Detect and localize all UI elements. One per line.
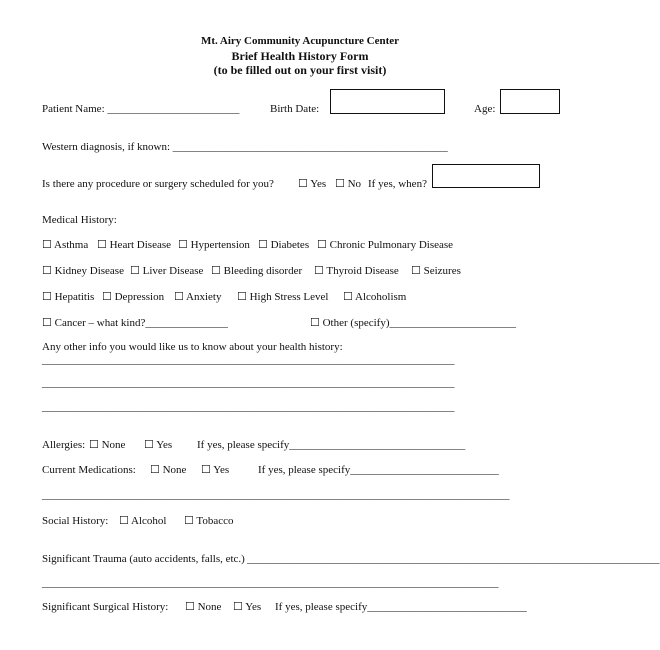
- alcohol-checkbox[interactable]: ☐ Alcohol: [119, 515, 167, 527]
- surgical-history-label: Significant Surgical History:: [42, 601, 169, 613]
- surgical-specify-field[interactable]: If yes, please specify_____________________________: [275, 601, 527, 613]
- age-label: Age:: [474, 103, 496, 115]
- tobacco-checkbox[interactable]: ☐ Tobacco: [184, 515, 234, 527]
- medical-history-label: Medical History:: [42, 214, 117, 226]
- procedure-no-checkbox[interactable]: ☐ No: [335, 178, 362, 190]
- birth-date-label: Birth Date:: [270, 103, 320, 115]
- thyroid-disease-checkbox[interactable]: ☐ Thyroid Disease: [314, 265, 399, 277]
- anxiety-checkbox[interactable]: ☐ Anxiety: [174, 291, 222, 303]
- procedure-when-input[interactable]: [432, 164, 540, 188]
- diabetes-checkbox[interactable]: ☐ Diabetes: [258, 239, 310, 251]
- heart-disease-checkbox[interactable]: ☐ Heart Disease: [97, 239, 171, 251]
- medications-none-checkbox[interactable]: ☐ None: [150, 464, 187, 476]
- other-condition-field[interactable]: ☐ Other (specify)_______________________: [310, 317, 516, 329]
- form-subtitle: (to be filled out on your first visit): [213, 63, 387, 77]
- trauma-label: Significant Trauma (auto accidents, falls, etc.): [42, 553, 245, 565]
- cancer-field[interactable]: ☐ Cancer – what kind?_______________: [42, 317, 228, 329]
- allergies-yes-checkbox[interactable]: ☐ Yes: [144, 439, 173, 451]
- seizures-checkbox[interactable]: ☐ Seizures: [411, 265, 461, 277]
- age-input[interactable]: [500, 89, 560, 114]
- other-info-line-2[interactable]: ___________________________________________________________________________: [42, 377, 455, 389]
- high-stress-checkbox[interactable]: ☐ High Stress Level: [237, 291, 329, 303]
- social-history-label: Social History:: [42, 515, 109, 527]
- form-org-name: Mt. Airy Community Acupuncture Center: [200, 35, 400, 47]
- alcoholism-checkbox[interactable]: ☐ Alcoholism: [343, 291, 407, 303]
- medications-specify-field[interactable]: If yes, please specify___________________________: [258, 464, 499, 476]
- surgical-yes-checkbox[interactable]: ☐ Yes: [233, 601, 262, 613]
- other-info-label: Any other info you would like us to know about your health history:: [42, 341, 343, 353]
- allergies-specify-field[interactable]: If yes, please specify________________________________: [197, 439, 466, 451]
- bleeding-disorder-checkbox[interactable]: ☐ Bleeding disorder: [211, 265, 303, 277]
- trauma-line-1[interactable]: ___________________________________________________________________________: [247, 553, 660, 565]
- allergies-label: Allergies:: [42, 439, 86, 451]
- liver-disease-checkbox[interactable]: ☐ Liver Disease: [130, 265, 204, 277]
- hepatitis-checkbox[interactable]: ☐ Hepatitis: [42, 291, 95, 303]
- western-diagnosis-field[interactable]: Western diagnosis, if known: __________________________________________________: [42, 141, 448, 153]
- medications-label: Current Medications:: [42, 464, 136, 476]
- kidney-disease-checkbox[interactable]: ☐ Kidney Disease: [42, 265, 124, 277]
- hypertension-checkbox[interactable]: ☐ Hypertension: [178, 239, 250, 251]
- other-info-line-1[interactable]: ___________________________________________________________________________: [42, 354, 455, 366]
- patient-name-field[interactable]: Patient Name: ________________________: [42, 103, 240, 115]
- chronic-pulmonary-checkbox[interactable]: ☐ Chronic Pulmonary Disease: [317, 239, 454, 251]
- procedure-question-label: Is there any procedure or surgery scheduled for you?: [42, 178, 274, 190]
- allergies-none-checkbox[interactable]: ☐ None: [89, 439, 126, 451]
- medications-line[interactable]: _____________________________________________________________________________________: [42, 489, 510, 501]
- surgical-none-checkbox[interactable]: ☐ None: [185, 601, 222, 613]
- birth-date-input[interactable]: [330, 89, 445, 114]
- procedure-yes-checkbox[interactable]: ☐ Yes: [298, 178, 327, 190]
- other-info-line-3[interactable]: ___________________________________________________________________________: [42, 401, 455, 413]
- depression-checkbox[interactable]: ☐ Depression: [102, 291, 165, 303]
- medications-yes-checkbox[interactable]: ☐ Yes: [201, 464, 230, 476]
- if-yes-when-label: If yes, when?: [368, 178, 427, 190]
- trauma-line-2[interactable]: ___________________________________________________________________________________: [42, 577, 499, 589]
- asthma-checkbox[interactable]: ☐ Asthma: [42, 239, 89, 251]
- form-title: Brief Health History Form: [231, 49, 369, 63]
